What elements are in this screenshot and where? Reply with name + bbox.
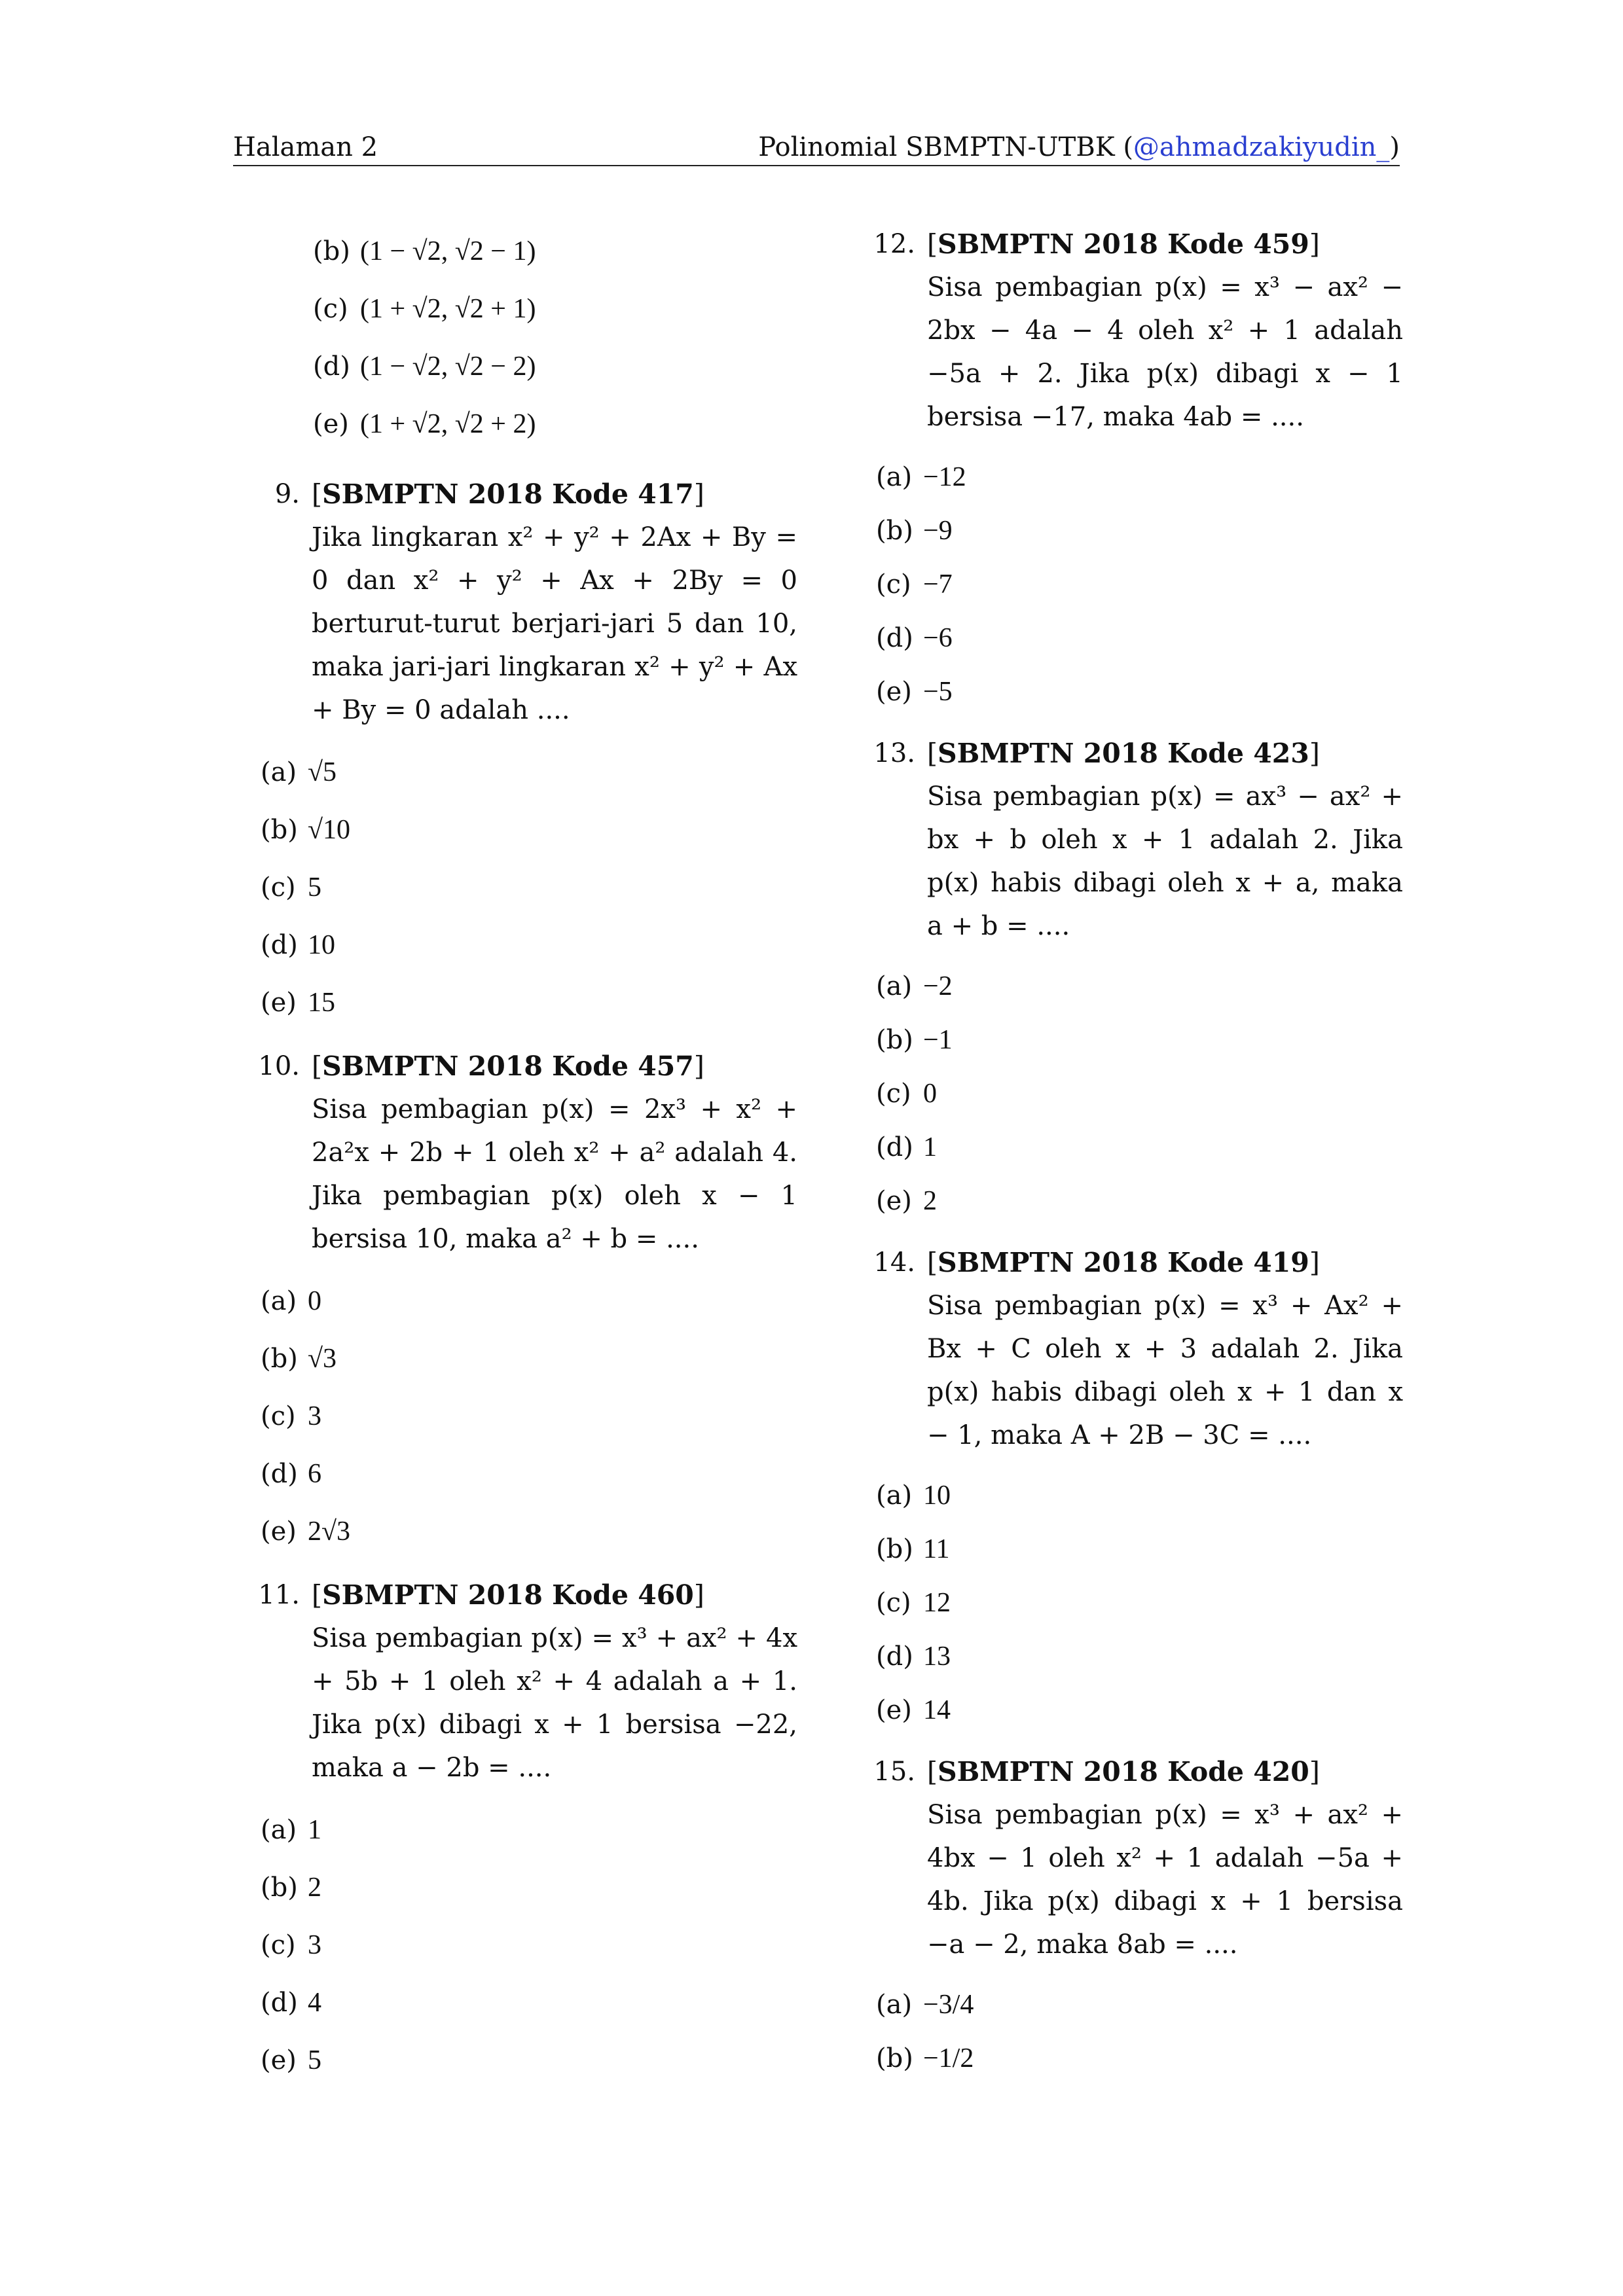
question-10 — [247, 1045, 797, 1560]
option — [247, 744, 797, 801]
option — [247, 801, 797, 859]
option-label: (c) — [261, 872, 296, 903]
option-value: 0 — [923, 1079, 937, 1109]
option — [863, 1978, 1403, 2032]
question-source: [SBMPTN 2018 Kode 423] — [927, 738, 1320, 769]
options-list — [863, 450, 1403, 719]
option-value: −3/4 — [923, 1990, 974, 2020]
question-number: 9. — [274, 479, 300, 509]
question-9 — [247, 473, 797, 1031]
left-column — [247, 223, 797, 2089]
question-source: [SBMPTN 2018 Kode 419] — [927, 1247, 1320, 1278]
option — [247, 1445, 797, 1503]
option — [863, 1683, 1403, 1737]
option — [863, 665, 1403, 719]
options-list — [247, 1272, 797, 1560]
option-value: 1 — [308, 1815, 321, 1845]
option-label: (a) — [876, 462, 913, 492]
option-value: 3 — [308, 1930, 321, 1960]
option — [863, 1522, 1403, 1576]
option-label: (c) — [313, 294, 348, 324]
option-label: (a) — [876, 1990, 913, 2020]
question-source-text: SBMPTN 2018 Kode 417 — [322, 478, 694, 510]
question-source: [SBMPTN 2018 Kode 417] — [312, 478, 704, 510]
option-value: 5 — [308, 2045, 321, 2075]
options-list — [863, 960, 1403, 1228]
question-number: 11. — [258, 1580, 300, 1610]
option-label: (d) — [876, 623, 913, 653]
option-value: 2 — [308, 1873, 321, 1903]
question-13 — [863, 732, 1403, 1228]
option-label: (d) — [876, 1641, 913, 1672]
option — [247, 1388, 797, 1445]
option — [863, 504, 1403, 558]
option-value: 1 — [923, 1132, 937, 1162]
question-11 — [247, 1573, 797, 2089]
option-value: (1 + √2, √2 + 2) — [360, 409, 536, 439]
question-number: 13. — [873, 738, 915, 768]
running-title-close: ) — [1389, 132, 1400, 162]
option-value: −6 — [923, 623, 953, 653]
option-label: (e) — [261, 1516, 297, 1547]
option — [247, 859, 797, 916]
question-text: Sisa pembagian p(x) = ax³ − ax² + bx + b oleh x + 1 adalah 2. Jika p(x) habis dibagi oleh x + a, maka a + b = .... — [927, 781, 1403, 941]
option-label: (b) — [876, 2043, 913, 2073]
option — [863, 1576, 1403, 1630]
option — [863, 1067, 1403, 1121]
running-title-text: Polinomial SBMPTN-UTBK ( — [758, 132, 1133, 162]
option — [247, 916, 797, 974]
option — [863, 611, 1403, 665]
option — [247, 1801, 797, 1859]
option-value: 15 — [308, 988, 335, 1018]
option-value: 13 — [923, 1641, 951, 1672]
option — [247, 223, 797, 280]
option-value: √5 — [308, 757, 337, 787]
option-label: (c) — [876, 569, 911, 600]
option-label: (c) — [261, 1401, 296, 1431]
option-label: (e) — [876, 1695, 912, 1725]
option — [247, 1974, 797, 2032]
option-value: 14 — [923, 1695, 951, 1725]
option-value: (1 − √2, √2 − 2) — [360, 351, 536, 382]
author-handle-link[interactable]: @ahmadzakiyudin_ — [1133, 132, 1390, 162]
option-label: (e) — [313, 409, 349, 439]
question-number: 14. — [873, 1247, 915, 1278]
option-label: (e) — [876, 677, 912, 707]
option-label: (d) — [876, 1132, 913, 1162]
option-value: −12 — [923, 462, 966, 492]
option-label: (a) — [261, 757, 297, 787]
option-label: (b) — [876, 516, 913, 546]
option-value: 3 — [308, 1401, 321, 1431]
option — [247, 1859, 797, 1916]
option — [863, 1121, 1403, 1174]
right-column — [863, 223, 1403, 2085]
options-list — [863, 1978, 1403, 2085]
question-number: 10. — [258, 1051, 300, 1081]
option — [247, 1272, 797, 1330]
question-text: Sisa pembagian p(x) = x³ − ax² − 2bx − 4a − 4 oleh x² + 1 adalah −5a + 2. Jika p(x) dibagi x − 1 bersisa −17, maka 4ab = .... — [927, 272, 1403, 432]
option — [247, 1330, 797, 1388]
question-source-text: SBMPTN 2018 Kode 457 — [322, 1050, 694, 1082]
options-list — [247, 1801, 797, 2089]
question-source: [SBMPTN 2018 Kode 460] — [312, 1579, 704, 1611]
option-value: −9 — [923, 516, 953, 546]
option — [863, 1630, 1403, 1683]
option-value: 5 — [308, 872, 321, 903]
option — [863, 2032, 1403, 2085]
question-14 — [863, 1241, 1403, 1737]
option — [247, 2032, 797, 2089]
option-value: 6 — [308, 1459, 321, 1489]
option-value: −5 — [923, 677, 953, 707]
option-label: (b) — [313, 236, 350, 266]
running-title — [758, 131, 1400, 164]
option-label: (a) — [876, 971, 913, 1001]
option-label: (a) — [261, 1815, 297, 1845]
option — [247, 280, 797, 338]
page-header — [233, 131, 1400, 166]
option-label: (b) — [261, 1873, 298, 1903]
question-source: [SBMPTN 2018 Kode 457] — [312, 1050, 704, 1082]
question-source-text: SBMPTN 2018 Kode 459 — [938, 228, 1309, 260]
question-source: [SBMPTN 2018 Kode 420] — [927, 1756, 1320, 1787]
question-source-text: SBMPTN 2018 Kode 460 — [322, 1579, 694, 1611]
question-text: Sisa pembagian p(x) = x³ + Ax² + Bx + C oleh x + 3 adalah 2. Jika p(x) habis dibagi oleh x + 1 dan x − 1, maka A + 2B − 3C = .... — [927, 1291, 1403, 1450]
option — [863, 450, 1403, 504]
option — [247, 395, 797, 453]
option-value: (1 − √2, √2 − 1) — [360, 236, 536, 266]
option — [247, 974, 797, 1031]
option-value: −7 — [923, 569, 953, 600]
option-value: 4 — [308, 1988, 321, 2018]
option — [247, 1916, 797, 1974]
option-label: (c) — [876, 1079, 911, 1109]
option-label: (d) — [313, 351, 350, 382]
options-list — [247, 744, 797, 1031]
option-value: 12 — [923, 1588, 951, 1618]
option-label: (c) — [876, 1588, 911, 1618]
question-number: 12. — [873, 229, 915, 259]
option — [863, 1469, 1403, 1522]
option — [863, 960, 1403, 1013]
option-label: (a) — [261, 1286, 297, 1316]
option-value: 0 — [308, 1286, 321, 1316]
option-value: 10 — [308, 930, 335, 960]
option-value: 2 — [923, 1186, 937, 1216]
option-value: 2√3 — [308, 1516, 351, 1547]
question-12 — [863, 223, 1403, 719]
question-text: Jika lingkaran x² + y² + 2Ax + By = 0 dan x² + y² + Ax + 2By = 0 berturut-turut berjari-jari 5 dan 10, maka jari-jari lingkaran x² + y² + Ax + By = 0 adalah .... — [312, 522, 797, 725]
question-text: Sisa pembagian p(x) = x³ + ax² + 4bx − 1 oleh x² + 1 adalah −5a + 4b. Jika p(x) dibagi x + 1 bersisa −a − 2, maka 8ab = .... — [927, 1800, 1403, 1960]
option-label: (d) — [261, 930, 298, 960]
option-label: (e) — [876, 1186, 912, 1216]
option-value: −1/2 — [923, 2043, 974, 2073]
question-text: Sisa pembagian p(x) = x³ + ax² + 4x + 5b + 1 oleh x² + 4 adalah a + 1. Jika p(x) dibagi x + 1 bersisa −22, maka a − 2b = .... — [312, 1623, 797, 1783]
option-value: √10 — [308, 815, 351, 845]
option — [863, 1174, 1403, 1228]
option-label: (b) — [261, 1344, 298, 1374]
option-label: (b) — [876, 1534, 913, 1564]
option-label: (a) — [876, 1480, 913, 1511]
page-number: Halaman 2 — [233, 132, 378, 162]
option-value: 11 — [923, 1534, 950, 1564]
option-label: (e) — [261, 2045, 297, 2075]
option — [863, 1013, 1403, 1067]
option-value: 10 — [923, 1480, 951, 1511]
option-value: −1 — [923, 1025, 953, 1055]
question-source-text: SBMPTN 2018 Kode 419 — [938, 1247, 1309, 1278]
continued-options — [247, 223, 797, 453]
question-source-text: SBMPTN 2018 Kode 423 — [938, 738, 1309, 769]
question-15 — [863, 1750, 1403, 2085]
option-value: (1 + √2, √2 + 1) — [360, 294, 536, 324]
option-label: (e) — [261, 988, 297, 1018]
option — [247, 1503, 797, 1560]
option-label: (c) — [261, 1930, 296, 1960]
option-value: √3 — [308, 1344, 337, 1374]
option — [863, 558, 1403, 611]
question-number: 15. — [873, 1757, 915, 1787]
option — [247, 338, 797, 395]
question-source: [SBMPTN 2018 Kode 459] — [927, 228, 1320, 260]
question-text: Sisa pembagian p(x) = 2x³ + x² + 2a²x + 2b + 1 oleh x² + a² adalah 4. Jika pembagian p(x) oleh x − 1 bersisa 10, maka a² + b = .... — [312, 1094, 797, 1254]
option-label: (d) — [261, 1459, 298, 1489]
option-label: (b) — [261, 815, 298, 845]
options-list — [863, 1469, 1403, 1737]
option-label: (d) — [261, 1988, 298, 2018]
option-value: −2 — [923, 971, 953, 1001]
question-source-text: SBMPTN 2018 Kode 420 — [938, 1756, 1309, 1787]
option-label: (b) — [876, 1025, 913, 1055]
